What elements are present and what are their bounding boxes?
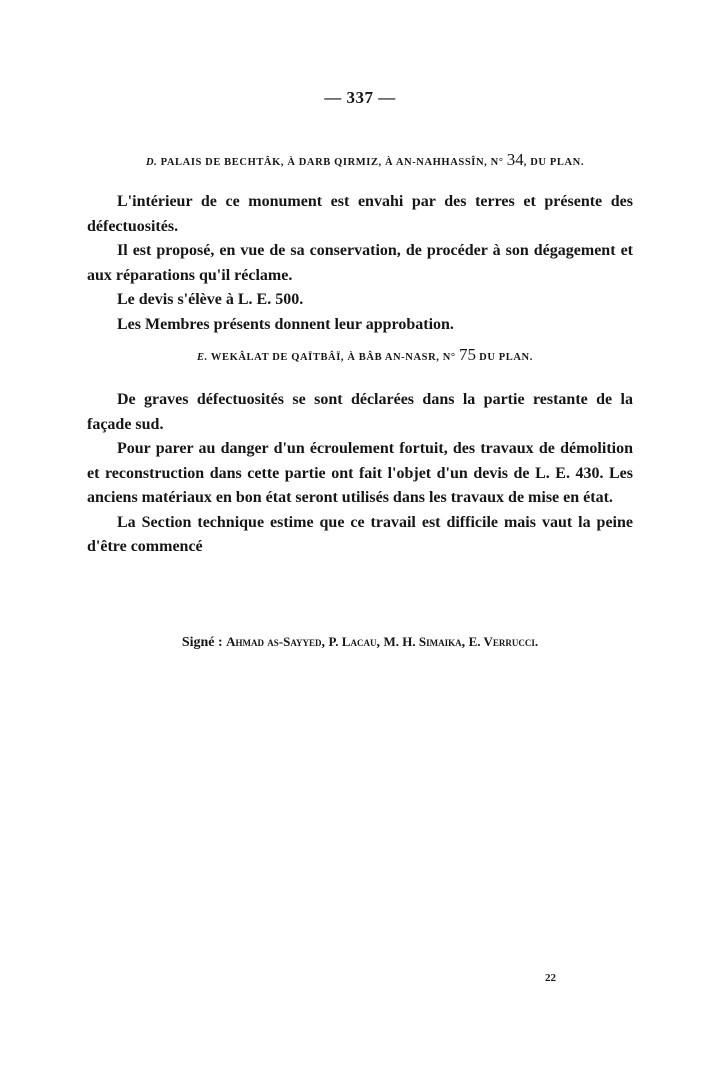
section-e-body (87, 388, 633, 560)
section-d-paragraph: Il est proposé, en vue de sa conservation, de procéder à son dégagement et aux réparations qu'il réclame. (87, 242, 633, 284)
section-e-number: 75 (458, 345, 476, 364)
signatory-name: M. H. Simaika (383, 634, 462, 649)
section-d-paragraph: Le devis s'élève à L. E. 500. (117, 291, 304, 308)
section-e-heading (0, 345, 720, 365)
section-d-heading (0, 150, 720, 170)
section-e-paragraph: Pour parer au danger d'un écroulement fortuit, des travaux de démolition et reconstruction dans cette partie ont fait l'objet d'un devis de L. E. 430. Les anciens matériaux en bon état seront utilisés dans les travaux de mise en état. (87, 440, 633, 506)
signature-separator: , (461, 635, 469, 650)
section-e-paragraph: De graves défectuosités se sont déclarées dans la partie restante de la façade sud. (87, 391, 633, 433)
section-e-paragraph: La Section technique estime que ce travail est difficile mais vaut la peine d'être commencé (87, 513, 633, 555)
section-d-number: 34 (506, 150, 524, 169)
section-e-suffix: DU PLAN. (475, 352, 533, 363)
section-d-paragraph: Les Membres présents donnent leur approbation. (117, 315, 454, 333)
section-d-letter: D. (145, 157, 158, 168)
signature-line (0, 634, 720, 651)
section-d-suffix: , DU PLAN. (523, 157, 585, 168)
signatory-name: E. Verrucci. (468, 634, 539, 649)
section-e-letter: E. (197, 352, 208, 363)
signatory-name: Ahmad as-Sayyed (226, 634, 322, 649)
signature-prefix: Signé : (181, 635, 223, 650)
signatory-name: P. Lacau (328, 634, 377, 649)
signature-separator: , (376, 635, 384, 650)
signature-separator: , (321, 635, 329, 650)
section-d-title: PALAIS DE BECHTÂK, À DARB QIRMIZ, À AN-NAHHASSÎN, N° (160, 157, 504, 168)
section-d-body (87, 190, 633, 337)
page-number: — 337 — (324, 88, 396, 107)
section-e-title: WEKÂLAT DE QAÏTBÂÏ, À BÂB AN-NASR, N° (210, 352, 456, 363)
signature-mark: 22 (545, 972, 556, 984)
section-d-paragraph: L'intérieur de ce monument est envahi par des terres et présente des défectuosités. (87, 193, 633, 235)
